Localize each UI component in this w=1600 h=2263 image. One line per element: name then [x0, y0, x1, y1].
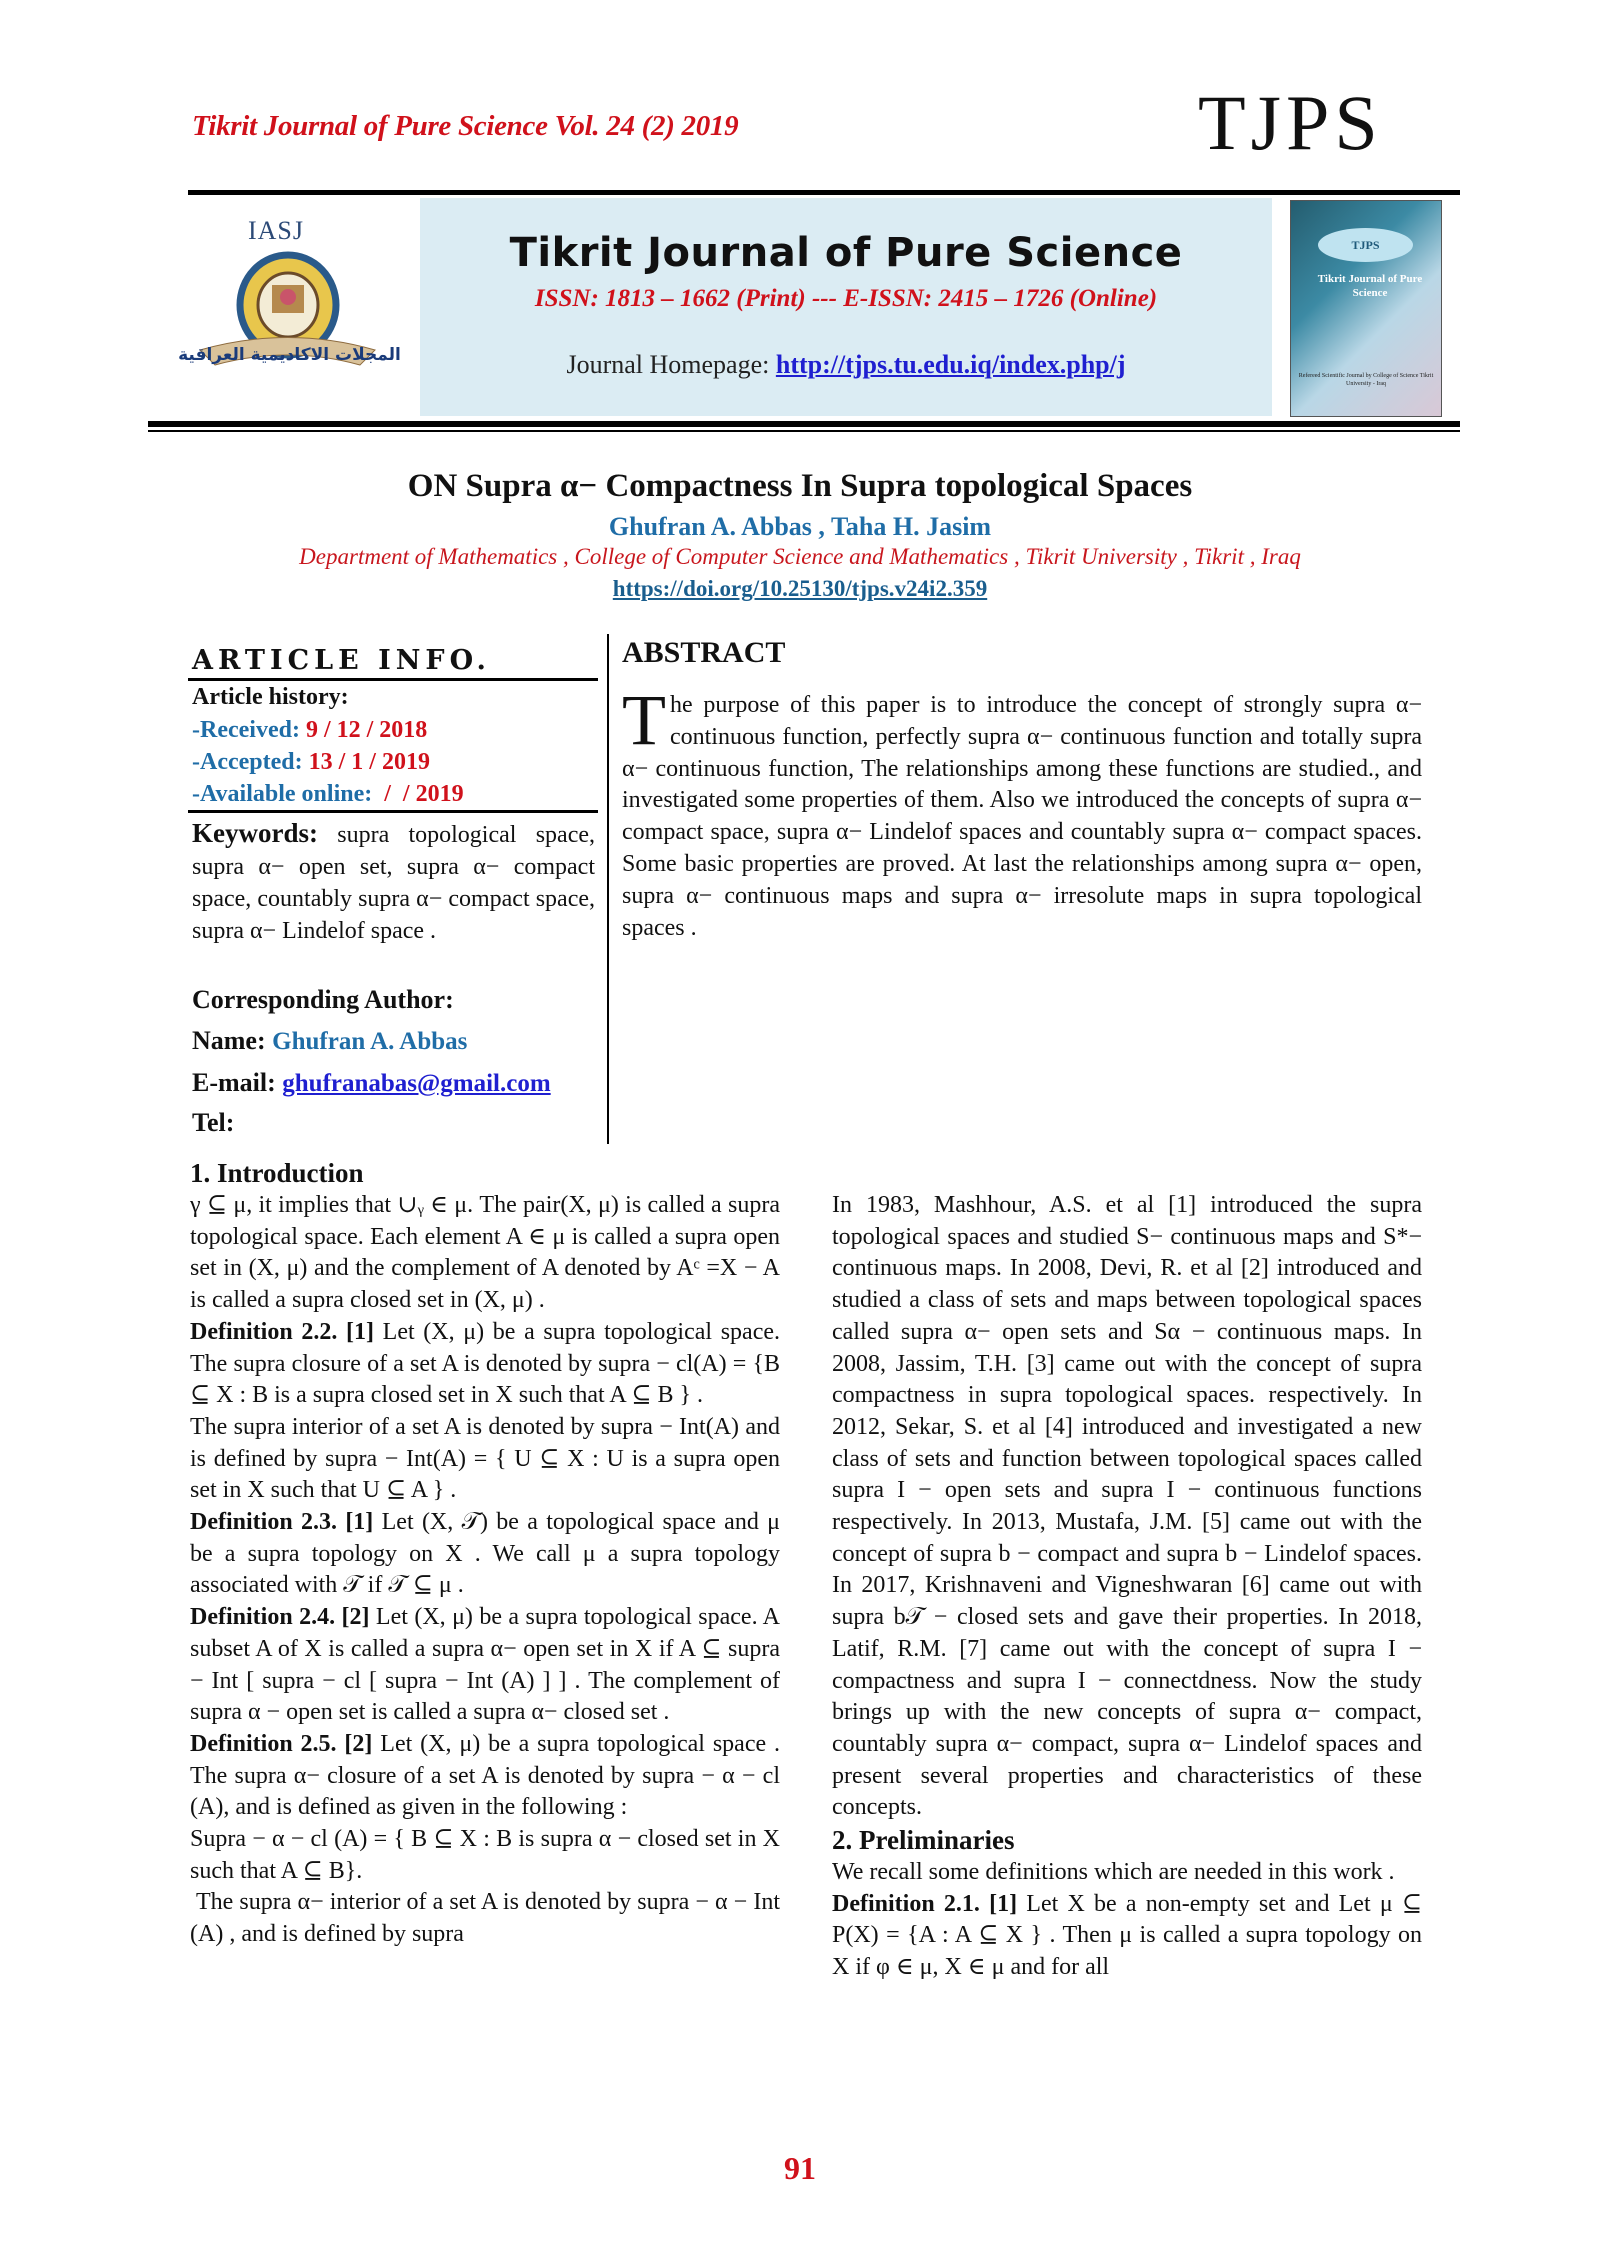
definition-label: Definition 2.3. [1]	[190, 1509, 374, 1536]
author-name-row	[192, 1026, 467, 1056]
body-paragraph: The supra α− interior of a set A is denoted by supra − α − Int (A) , and is defined by supra	[190, 1889, 780, 1948]
definition-text: Let (X, μ) be a supra topological space . The supra α− closure of a set A is denoted by supra − α − cl (A), and is defined as given in the following :	[190, 1730, 780, 1821]
homepage-label: Journal Homepage:	[566, 350, 770, 379]
section-heading-preliminaries: 2. Preliminaries	[832, 1825, 1015, 1856]
cover-badge: TJPS	[1318, 228, 1413, 262]
journal-name: Tikrit Journal of Pure Science	[509, 230, 1183, 276]
history-accepted	[192, 749, 430, 776]
body-paragraph: In 1983, Mashhour, A.S. et al [1] introduced the supra topological spaces and studied S− continuous maps and S*− continuous maps. In 2008, Devi, R. et al [2] introduced and studied a class of sets and maps between topological spaces called supra α− open sets and Sα − continuous maps. In 2008, Jassim, T.H. [3] came out with the concept of supra compactness in supra topological spaces. respectively. In 2012, Sekar, S. et al [4] introduced and investigated a new class of sets and function between topological spaces called supra I − open sets and supra I − continuous functions respectively. In 2013, Mustafa, J.M. [5] came out with the concept of supra b − compact and supra b − Lindelof spaces. In 2017, Krishnaveni and Vigneshwaran [6] came out with supra b𝒯 − closed sets and gave their properties. In 2018, Latif, R.M. [7] came out with the concept of supra I − compactness and supra I − connectdness. Now the study brings up with the new concepts of supra α− compact, countably supra α− compact, supra α− Lindelof spaces and present several properties and characteristics of these concepts.	[832, 1192, 1422, 1821]
header-rule	[188, 190, 1460, 195]
definition-text: Let (X, 𝒯) be a topological space and μ be a supra topology on X . We call μ a supra topology associated with 𝒯 if 𝒯 ⊆ μ .	[190, 1509, 781, 1599]
corresponding-author-label: Corresponding Author:	[192, 985, 454, 1014]
keywords	[192, 817, 595, 947]
definition-2-5	[190, 1729, 780, 1824]
body-left-column	[190, 1157, 780, 1951]
article-info-heading: ARTICLE INFO.	[192, 645, 491, 676]
abstract-heading: ABSTRACT	[622, 636, 786, 669]
author-name: Ghufran A. Abbas	[272, 1028, 468, 1055]
journal-homepage	[420, 350, 1272, 380]
email-label: E-mail:	[192, 1068, 276, 1097]
homepage-link[interactable]: http://tjps.tu.edu.iq/index.php/j	[775, 350, 1126, 379]
author-email-row	[192, 1068, 551, 1098]
body-paragraph: We recall some definitions which are needed in this work .	[832, 1859, 1395, 1886]
history-label: -Available online:	[192, 781, 373, 807]
journal-issn: ISSN: 1813 – 1662 (Print) --- E-ISSN: 2415 – 1726 (Online)	[534, 285, 1158, 312]
article-info-rule	[188, 678, 598, 681]
definition-2-1	[832, 1889, 1422, 1984]
body-right-column	[832, 1190, 1422, 1984]
iasj-arabic-label: المجلات الاكاديمية العراقية	[178, 345, 401, 365]
definition-label: Definition 2.4. [2]	[190, 1604, 370, 1631]
running-header-title: Tikrit Journal of Pure Science Vol. 24 (2) 2019	[192, 110, 739, 142]
cover-footer: Refereed Scientific Journal by College of Science Tikrit University - Iraq	[1298, 373, 1434, 387]
keywords-text: supra topological space, supra α− open set, supra α− compact space, countably supra α− compact space, supra α− Lindelof space .	[192, 822, 595, 944]
author-email-link[interactable]: ghufranabas@gmail.com	[282, 1070, 551, 1097]
body-paragraph: Supra − α − cl (A) = { B ⊆ X : B is supra α − closed set in X such that A ⊆ B}.	[190, 1826, 780, 1884]
history-available-online	[192, 781, 464, 808]
article-info-rule	[188, 810, 598, 813]
body-paragraph: γ ⊆ μ, it implies that ∪ᵧ ∈ μ. The pair(X, μ) is called a supra topological space. Each element A ∈ μ is called a supra open set in (X, μ) and the complement of A denoted by Aᶜ =X − A is called a supra closed set in (X, μ) .	[190, 1192, 780, 1314]
section-heading-introduction: 1. Introduction	[190, 1158, 364, 1188]
abstract-dropcap: T	[622, 680, 666, 760]
abstract-body: he purpose of this paper is to introduce the concept of strongly supra α− continuous function, perfectly supra α− continuous function and totally supra α− continuous function, The relationships among these functions are studied., and investigated some properties of them. Also we introduced the concepts of supra α− compact space, supra α− Lindelof spaces and countably supra α− compact spaces. Some basic properties are proved. At last the relationships among supra α− open, supra α− continuous maps and supra α− irresolute maps in supra topological spaces .	[622, 692, 1422, 941]
definition-text: Let (X, μ) be a supra topological space. A subset A of X is called a supra α− open set in X if A ⊆ supra − Int [ supra − cl [ supra − Int (A) ] ] . The complement of supra α − open set is called a supra α− closed set .	[190, 1604, 781, 1726]
definition-text: Let X be a non-empty set and Let μ ⊆ P(X) = {A : A ⊆ X } . Then μ is called a supra topology on X if φ ∈ μ, X ∈ μ and for all	[832, 1890, 1423, 1981]
banner-rule	[148, 421, 1460, 427]
history-label: -Received:	[192, 717, 300, 743]
definition-2-2	[190, 1317, 780, 1412]
journal-mark: TJPS	[1198, 79, 1383, 166]
history-value: 13 / 1 / 2019	[308, 749, 430, 775]
paper-doi	[0, 576, 1600, 602]
paper-authors: Ghufran A. Abbas , Taha H. Jasim	[608, 512, 992, 541]
history-value: 9 / 12 / 2018	[305, 717, 428, 743]
definition-label: Definition 2.1. [1]	[832, 1890, 1018, 1917]
paper-title: ON Supra α− Compactness In Supra topological Spaces	[407, 468, 1193, 504]
definition-label: Definition 2.5. [2]	[190, 1730, 373, 1757]
iasj-label: IASJ	[248, 216, 305, 245]
author-tel-label: Tel:	[192, 1108, 235, 1137]
name-label: Name:	[192, 1026, 266, 1055]
banner-rule-thin	[148, 430, 1460, 432]
doi-link[interactable]: https://doi.org/10.25130/tjps.v24i2.359	[612, 576, 988, 601]
definition-2-4	[190, 1602, 780, 1729]
page-number: 91	[784, 2150, 816, 2186]
definition-2-3	[190, 1507, 780, 1602]
definition-text: Let (X, μ) be a supra topological space. The supra closure of a set A is denoted by supra − cl(A) = {B ⊆ X : B is a supra closed set in X such that A ⊆ B } .	[190, 1318, 781, 1409]
cover-title: Tikrit Journal of Pure Science	[1317, 273, 1423, 299]
abstract-text	[622, 680, 1422, 944]
history-value: / / 2019	[378, 781, 464, 807]
history-received	[192, 717, 427, 744]
definition-label: Definition 2.2. [1]	[190, 1318, 374, 1345]
paper-affiliation: Department of Mathematics , College of Computer Science and Mathematics , Tikrit University , Tikrit , Iraq	[299, 544, 1301, 569]
keywords-label: Keywords:	[192, 818, 318, 848]
column-divider	[607, 634, 609, 1144]
body-paragraph: The supra interior of a set A is denoted by supra − Int(A) and is defined by supra − Int(A) = { U ⊆ X : U is a supra open set in X such that U ⊆ A } .	[190, 1413, 780, 1504]
article-history-label: Article history:	[192, 684, 349, 710]
history-label: -Accepted:	[192, 749, 303, 775]
